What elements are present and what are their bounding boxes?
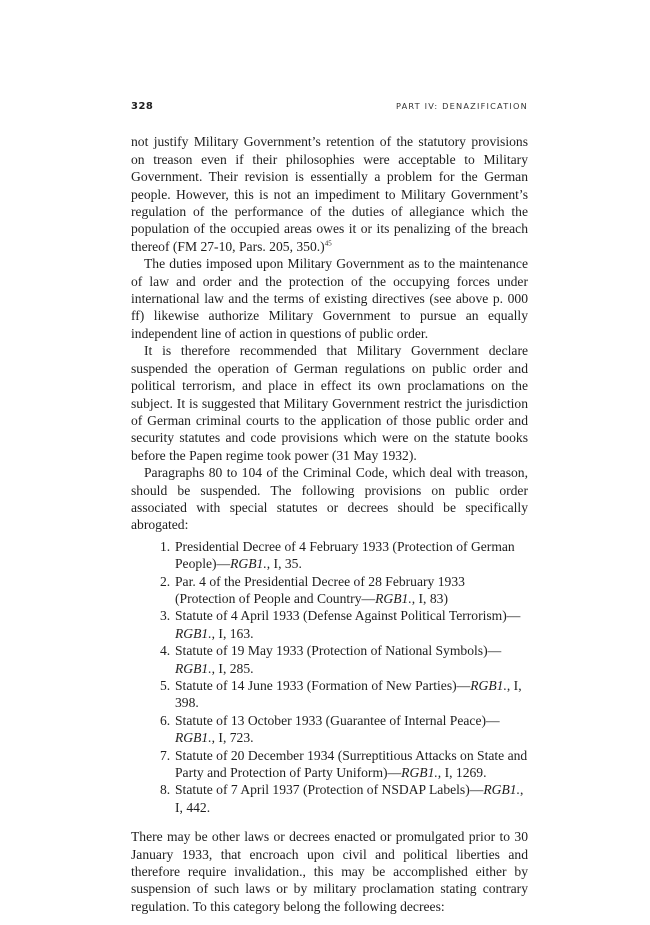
paragraph-treason-statutes [131, 133, 528, 255]
paragraph-recommendation: It is therefore recommended that Military Government declare suspended the operation of German regulations on public order and political terrorism, and place in effect its own proclamations on the subject. It is suggested that Military Government restrict the jurisdiction of German criminal courts to the application of those public order and security statutes and code provisions which were on the statute books before the Papen regime took power (31 May 1932). [131, 343, 528, 463]
list-item-reference: , I, 83) [411, 590, 448, 606]
list-item [160, 747, 528, 782]
list-item-number: 2. [160, 573, 171, 589]
list-item-number: 8. [160, 782, 171, 798]
list-item [160, 781, 528, 816]
list-item-text: Statute of 7 April 1937 (Protection of NSDAP Labels)— [175, 782, 484, 798]
running-head: PART IV: DENAZIFICATION [395, 101, 528, 111]
list-item-citation: RGB1. [483, 782, 520, 798]
paragraph-criminal-code: Paragraphs 80 to 104 of the Criminal Code, which deal with treason, should be suspended. The following provisions on public order associated with special statutes or decrees should be specifically abrogated: [131, 465, 528, 533]
list-item-text: Statute of 14 June 1933 (Formation of New Parties)— [175, 678, 471, 693]
list-item [160, 538, 528, 573]
list-item [160, 712, 528, 747]
list-item-number: 7. [160, 747, 171, 763]
list-item [160, 573, 528, 608]
list-item-citation: RGB1. [470, 678, 507, 693]
list-item-reference: , I, 442. [175, 782, 524, 815]
book-page [131, 98, 528, 915]
list-item-citation: RGB1. [375, 590, 412, 606]
list-item-reference: , I, 398. [175, 678, 522, 711]
paragraph-other-laws: There may be other laws or decrees enacted or promulgated prior to 30 January 1933, that encroach upon civil and political liberties and therefore require invalidation., this may be accomplished either by suspension of such laws or by military proclamation stating contrary regulation. To this category belong the following decrees: [131, 829, 528, 914]
list-item-reference: , I, 163. [211, 625, 254, 641]
list-item [160, 677, 528, 712]
list-item-number: 5. [160, 678, 171, 693]
list-item [160, 642, 528, 677]
list-item-number: 3. [160, 608, 171, 624]
page-number: 328 [131, 101, 154, 112]
list-item-citation: RGB1. [175, 660, 212, 676]
list-item-reference: , I, 285. [211, 660, 254, 676]
list-item-text: Statute of 19 May 1933 (Protection of National Symbols)— [175, 643, 502, 659]
list-item-text: Statute of 4 April 1933 (Defense Against Political Terrorism)— [175, 608, 521, 624]
list-item-text: Presidential Decree of 4 February 1933 (Protection of German People)— [175, 538, 515, 572]
list-item-reference: , I, 35. [266, 556, 302, 572]
footnote-marker: 45 [324, 239, 332, 248]
list-item [160, 607, 528, 642]
list-item-number: 4. [160, 643, 171, 659]
paragraph-duties: The duties imposed upon Military Government as to the maintenance of law and order and the protection of the occupying forces under international law and the terms of existing directives (see above p. 000 ff) likewise authorize Military Government to pursue an equally independent line of action in questions of public order. [131, 256, 528, 341]
list-item-number: 6. [160, 712, 171, 728]
paragraph-text: not justify Military Government’s retention of the statutory provisions on treason even if their philosophies were acceptable to Military Government. Their revision is essentially a problem for the German people. However, this is not an impediment to Military Government’s regulation of the performance of the duties of allegiance which the population of the occupied areas owes it or its penalizing of the breach thereof (FM 27-10, Pars. 205, 350.) [131, 134, 528, 254]
list-item-citation: RGB1. [401, 765, 438, 781]
list-item-reference: , I, 723. [211, 730, 254, 746]
list-item-text: Statute of 20 December 1934 (Surreptitious Attacks on State and Party and Protection of Party Uniform)— [175, 747, 528, 781]
list-item-number: 1. [160, 538, 171, 554]
list-item-citation: RGB1. [175, 730, 212, 746]
list-item-reference: , I, 1269. [437, 765, 487, 781]
page-header [131, 98, 528, 115]
list-item-citation: RGB1. [230, 556, 267, 572]
list-item-text: Par. 4 of the Presidential Decree of 28 February 1933 (Protection of People and Country— [175, 573, 465, 606]
list-item-text: Statute of 13 October 1933 (Guarantee of Internal Peace)— [175, 712, 500, 728]
list-item-citation: RGB1. [175, 625, 212, 641]
abrogated-decrees-list [131, 538, 528, 817]
